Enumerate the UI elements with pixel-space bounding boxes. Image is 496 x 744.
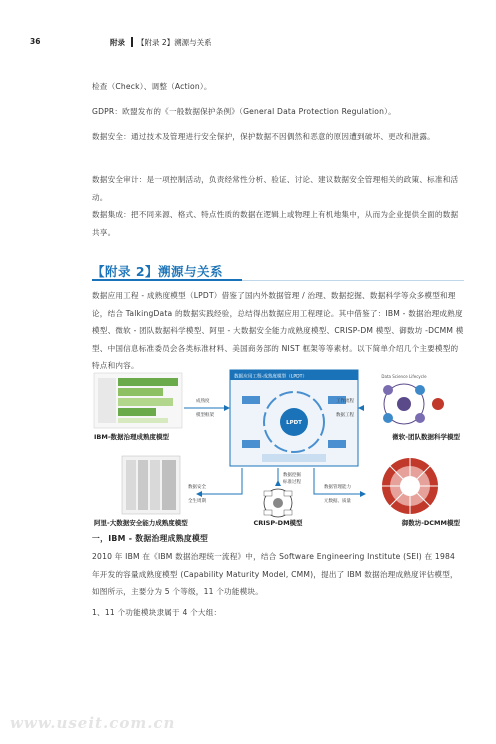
lpdt-badge: LPDT <box>286 420 302 426</box>
ali-thumbnail <box>122 456 180 514</box>
section-intro: 数据应用工程 - 成熟度模型（LPDT）借鉴了国内外数据管理 / 治理、数据挖掘、数据科学等众多模型和理论，结合 TalkingData 的数据实践经验，总结得出数据应用工程理论。其中借鉴了：IBM - 数据治理成熟度模型、微软 - 团队数据科学模型、阿里 - 大数据安全能力成熟度模型、CRISP-DM 模型、御数坊 -DCMM 模型、中国信息标准委员会各类标准材料、美国商务部的 NIST 框架等等素材。以下简单介绍几个主要模型的特点和内容。 <box>92 291 464 370</box>
section-title: 【附录 2】溯源与关系 <box>92 264 224 279</box>
note-dcmm-1: 数据管理能力 <box>324 485 351 490</box>
figure-svg <box>92 368 464 528</box>
note-crisp-1: 数据挖掘 <box>283 473 301 478</box>
note-crisp-2: 标准过程 <box>283 480 301 485</box>
subsection-paragraph-2: 1、11 个功能模块隶属于 4 个大组： <box>92 608 222 617</box>
lpdt-center <box>230 370 358 466</box>
note-ali-2: 全生周期 <box>188 499 206 504</box>
note-ms-1: 工作流程 <box>336 399 354 404</box>
ms-title: Data Science Lifecycle <box>381 374 427 379</box>
lpdt-title: 数据应用工程-成熟度模型（LPDT） <box>234 374 308 380</box>
note-ms-2: 数据工程 <box>336 413 354 418</box>
glossary-data-security: 数据安全：通过技术及管理进行安全保护，保护数据不因偶然和恶意的原因遭到破坏、更改和泄露。 <box>92 132 435 141</box>
glossary-data-integration: 数据集成：把不同来源、格式、特点性质的数据在逻辑上或物理上有机地集中，从而为企业提供全面的数据共享。 <box>92 210 459 237</box>
header-chapter: 【附录 2】溯源与关系 <box>137 38 212 47</box>
connector-ali <box>202 468 242 494</box>
crisp-label: CRISP-DM模型 <box>253 519 303 527</box>
glossary-security-audit: 数据安全审计：是一项控制活动，负责经常性分析、验证、讨论、建议数据安全管理相关的政策、标准和活动。 <box>92 175 459 202</box>
note-ali-1: 数据安全 <box>188 485 206 490</box>
header-section: 附录 <box>110 38 125 47</box>
note-dcmm-2: 元数据、质量 <box>324 499 351 504</box>
subsection-heading: 一，IBM - 数据治理成熟度模型 <box>92 534 209 543</box>
crisp-thumbnail <box>264 489 292 517</box>
page-header <box>30 37 466 49</box>
note-ibm-1: 成熟度 <box>196 399 210 404</box>
ibm-label: IBM-数据治理成熟度模型 <box>94 433 170 441</box>
page-number: 36 <box>30 37 41 46</box>
note-ibm-2: 模型框架 <box>196 413 214 418</box>
ms-label: 微软-团队数据科学模型 <box>392 433 460 441</box>
connector-dcmm <box>314 468 360 494</box>
dcmm-thumbnail <box>382 458 438 514</box>
subsection-paragraph-1: 2010 年 IBM 在《IBM 数据治理统一流程》中，结合 Software Engineering Institute (SEI) 在 1984 年开发的容量成熟度模型 (Capability Maturity Model, CMM)，提出了 IBM 数据治理成熟度评估模型，如图所示，主要分为 5 个等级，11 个功能模块。 <box>92 552 458 596</box>
title-rule-accent <box>92 279 242 281</box>
ibm-thumbnail <box>94 373 182 428</box>
watermark: www.useit.com.cn <box>10 714 176 732</box>
header-divider <box>131 37 133 47</box>
ms-thumbnail <box>381 374 444 424</box>
glossary-gdpr: GDPR：欧盟发布的《一般数据保护条例》（General Data Protection Regulation）。 <box>92 107 396 116</box>
model-relationship-figure <box>92 368 464 528</box>
dcmm-label: 御数坊-DCMM模型 <box>401 519 460 527</box>
glossary-check-action: 检查（Check）、调整（Action）。 <box>92 82 212 91</box>
ali-label: 阿里-大数据安全能力成熟度模型 <box>94 519 188 527</box>
